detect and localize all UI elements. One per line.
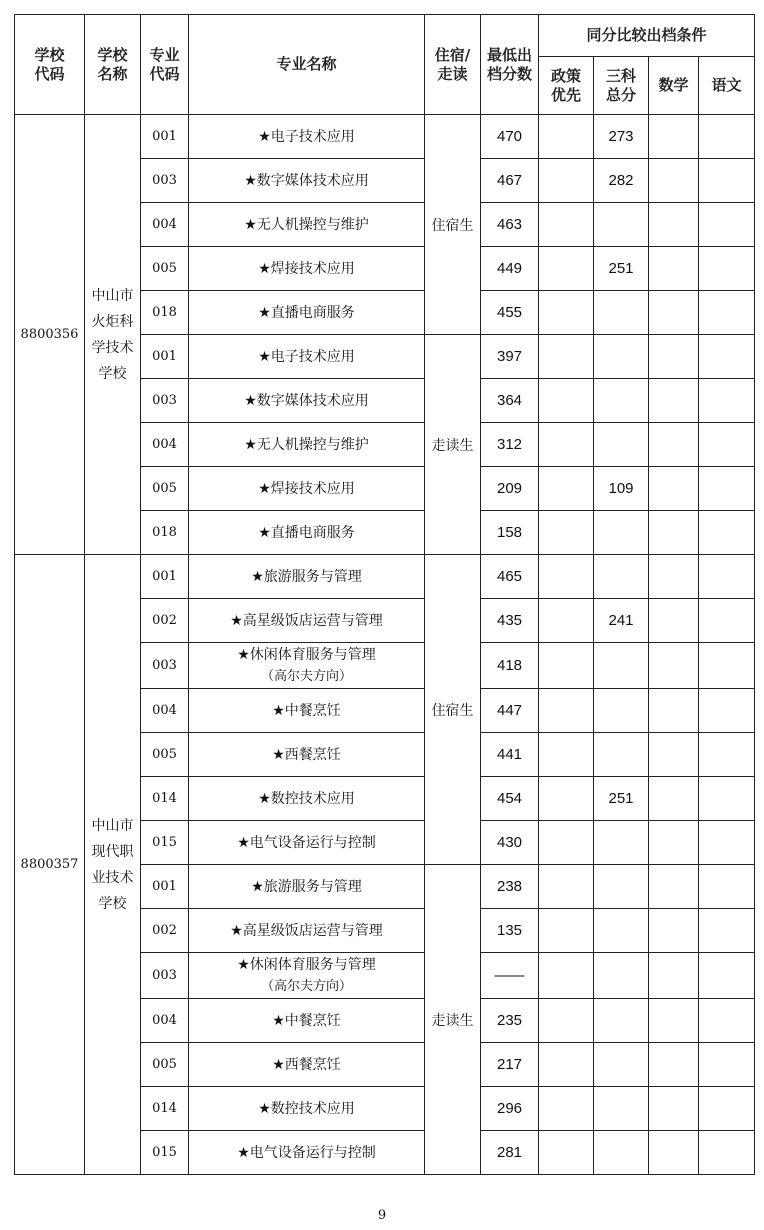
- policy-priority-cell: [539, 423, 594, 467]
- chinese-cell: [699, 379, 755, 423]
- major-name-cell: [189, 909, 425, 953]
- math-cell: [649, 1131, 699, 1175]
- header-lodging: 住宿/走读: [425, 15, 481, 115]
- three-subject-total-cell: [594, 689, 649, 733]
- lodging-cell: 住宿生: [425, 555, 481, 865]
- chinese-cell: [699, 953, 755, 999]
- major-code-cell: 014: [141, 777, 189, 821]
- chinese-cell: [699, 599, 755, 643]
- policy-priority-cell: [539, 953, 594, 999]
- policy-priority-cell: [539, 999, 594, 1043]
- min-score-cell: 281: [481, 1131, 539, 1175]
- major-name-cell: [189, 599, 425, 643]
- major-name: ★无人机操控与维护: [244, 436, 369, 453]
- school-name-cell: [85, 115, 141, 555]
- major-name-note: （高尔夫方向）: [260, 978, 352, 994]
- math-cell: [649, 555, 699, 599]
- math-cell: [649, 733, 699, 777]
- math-cell: [649, 821, 699, 865]
- math-cell: [649, 599, 699, 643]
- chinese-cell: [699, 423, 755, 467]
- major-name-cell: [189, 643, 425, 689]
- policy-priority-cell: [539, 1043, 594, 1087]
- three-subject-total-cell: 241: [594, 599, 649, 643]
- min-score-cell: 470: [481, 115, 539, 159]
- major-name: ★高星级饭店运营与管理: [230, 922, 383, 939]
- policy-priority-cell: [539, 689, 594, 733]
- math-cell: [649, 423, 699, 467]
- table-row: [15, 555, 755, 599]
- major-name-cell: [189, 953, 425, 999]
- chinese-cell: [699, 909, 755, 953]
- three-subject-total-cell: [594, 1131, 649, 1175]
- chinese-cell: [699, 159, 755, 203]
- header-tie-conditions: 同分比较出档条件: [539, 15, 755, 57]
- major-name: ★中餐烹饪: [272, 702, 341, 719]
- chinese-cell: [699, 511, 755, 555]
- math-cell: [649, 159, 699, 203]
- chinese-cell: [699, 999, 755, 1043]
- major-name-cell: [189, 555, 425, 599]
- policy-priority-cell: [539, 511, 594, 555]
- math-cell: [649, 1043, 699, 1087]
- major-name-cell: [189, 1043, 425, 1087]
- major-code-cell: 014: [141, 1087, 189, 1131]
- policy-priority-cell: [539, 555, 594, 599]
- major-name: ★西餐烹饪: [272, 1056, 341, 1073]
- major-code-cell: 004: [141, 203, 189, 247]
- policy-priority-cell: [539, 335, 594, 379]
- major-name-cell: [189, 203, 425, 247]
- major-name-cell: [189, 379, 425, 423]
- three-subject-total-cell: [594, 511, 649, 555]
- major-code-cell: 002: [141, 599, 189, 643]
- three-subject-total-cell: [594, 291, 649, 335]
- math-cell: [649, 511, 699, 555]
- policy-priority-cell: [539, 159, 594, 203]
- min-score-cell: 296: [481, 1087, 539, 1131]
- math-cell: [649, 115, 699, 159]
- major-name: ★电气设备运行与控制: [237, 1144, 376, 1161]
- math-cell: [649, 777, 699, 821]
- policy-priority-cell: [539, 909, 594, 953]
- major-code-cell: 004: [141, 999, 189, 1043]
- major-name: ★焊接技术应用: [258, 260, 355, 277]
- math-cell: [649, 335, 699, 379]
- min-score-cell: 467: [481, 159, 539, 203]
- policy-priority-cell: [539, 379, 594, 423]
- major-code-cell: 005: [141, 1043, 189, 1087]
- major-name-cell: [189, 291, 425, 335]
- major-code-cell: 002: [141, 909, 189, 953]
- policy-priority-cell: [539, 821, 594, 865]
- major-code-cell: 001: [141, 115, 189, 159]
- chinese-cell: [699, 1043, 755, 1087]
- major-name-cell: [189, 999, 425, 1043]
- math-cell: [649, 999, 699, 1043]
- major-name: ★数控技术应用: [258, 790, 355, 807]
- major-name: ★电气设备运行与控制: [237, 834, 376, 851]
- three-subject-total-cell: 251: [594, 247, 649, 291]
- policy-priority-cell: [539, 291, 594, 335]
- math-cell: [649, 291, 699, 335]
- major-code-cell: 003: [141, 643, 189, 689]
- min-score-cell: 238: [481, 865, 539, 909]
- three-subject-total-cell: 282: [594, 159, 649, 203]
- policy-priority-cell: [539, 865, 594, 909]
- policy-priority-cell: [539, 203, 594, 247]
- major-name-cell: [189, 689, 425, 733]
- math-cell: [649, 865, 699, 909]
- policy-priority-cell: [539, 1131, 594, 1175]
- policy-priority-cell: [539, 643, 594, 689]
- chinese-cell: [699, 291, 755, 335]
- min-score-cell: 447: [481, 689, 539, 733]
- three-subject-total-cell: [594, 335, 649, 379]
- three-subject-total-cell: [594, 953, 649, 999]
- min-score-cell: 364: [481, 379, 539, 423]
- min-score-cell: 441: [481, 733, 539, 777]
- chinese-cell: [699, 821, 755, 865]
- major-name: ★数字媒体技术应用: [244, 392, 369, 409]
- min-score-cell: 209: [481, 467, 539, 511]
- major-name: ★数控技术应用: [258, 1100, 355, 1117]
- major-code-cell: 005: [141, 467, 189, 511]
- min-score-cell: 135: [481, 909, 539, 953]
- header-chinese: 语文: [699, 57, 755, 115]
- major-name: ★中餐烹饪: [272, 1012, 341, 1029]
- header-min-score: 最低出档分数: [481, 15, 539, 115]
- admission-table: [14, 14, 755, 1175]
- three-subject-total-cell: [594, 821, 649, 865]
- policy-priority-cell: [539, 1087, 594, 1131]
- chinese-cell: [699, 733, 755, 777]
- major-name: ★旅游服务与管理: [251, 568, 362, 585]
- header-major-code: 专业代码: [141, 15, 189, 115]
- min-score-cell: 312: [481, 423, 539, 467]
- major-code-cell: 018: [141, 511, 189, 555]
- major-code-cell: 003: [141, 159, 189, 203]
- chinese-cell: [699, 555, 755, 599]
- major-code-cell: 003: [141, 953, 189, 999]
- major-name: ★休闲体育服务与管理: [237, 646, 376, 663]
- lodging-cell: 住宿生: [425, 115, 481, 335]
- major-name: ★电子技术应用: [258, 128, 355, 145]
- table-body: [15, 115, 755, 1175]
- min-score-cell: 430: [481, 821, 539, 865]
- major-code-cell: 004: [141, 689, 189, 733]
- table-row: [15, 115, 755, 159]
- math-cell: [649, 203, 699, 247]
- header-school-name: 学校名称: [85, 15, 141, 115]
- major-code-cell: 015: [141, 1131, 189, 1175]
- major-name-cell: [189, 159, 425, 203]
- min-score-cell: 449: [481, 247, 539, 291]
- header-school-code: 学校代码: [15, 15, 85, 115]
- three-subject-total-cell: [594, 1087, 649, 1131]
- major-name: ★无人机操控与维护: [244, 216, 369, 233]
- min-score-cell: 454: [481, 777, 539, 821]
- major-name-cell: [189, 247, 425, 291]
- school-code-cell: 8800356: [15, 115, 85, 555]
- major-name: ★高星级饭店运营与管理: [230, 612, 383, 629]
- math-cell: [649, 247, 699, 291]
- major-name: ★数字媒体技术应用: [244, 172, 369, 189]
- major-name-cell: [189, 1131, 425, 1175]
- three-subject-total-cell: [594, 643, 649, 689]
- header-three-subject-total: 三科总分: [594, 57, 649, 115]
- major-code-cell: 005: [141, 247, 189, 291]
- three-subject-total-cell: [594, 555, 649, 599]
- three-subject-total-cell: 251: [594, 777, 649, 821]
- page-number: 9: [377, 1208, 387, 1223]
- major-code-cell: 001: [141, 555, 189, 599]
- min-score-cell: ——: [481, 953, 539, 999]
- major-name: ★直播电商服务: [258, 304, 355, 321]
- math-cell: [649, 643, 699, 689]
- major-name: ★直播电商服务: [258, 524, 355, 541]
- major-code-cell: 004: [141, 423, 189, 467]
- min-score-cell: 455: [481, 291, 539, 335]
- major-name-cell: [189, 733, 425, 777]
- major-name-cell: [189, 467, 425, 511]
- chinese-cell: [699, 1131, 755, 1175]
- major-name: ★电子技术应用: [258, 348, 355, 365]
- math-cell: [649, 1087, 699, 1131]
- school-name: 中山市现代职业技术学校: [91, 817, 134, 912]
- lodging-cell: 走读生: [425, 865, 481, 1175]
- min-score-cell: 235: [481, 999, 539, 1043]
- policy-priority-cell: [539, 467, 594, 511]
- math-cell: [649, 909, 699, 953]
- major-code-cell: 003: [141, 379, 189, 423]
- three-subject-total-cell: [594, 423, 649, 467]
- three-subject-total-cell: 109: [594, 467, 649, 511]
- table-header: [15, 15, 755, 115]
- chinese-cell: [699, 1087, 755, 1131]
- major-name-cell: [189, 335, 425, 379]
- chinese-cell: [699, 203, 755, 247]
- chinese-cell: [699, 115, 755, 159]
- school-code-cell: 8800357: [15, 555, 85, 1175]
- math-cell: [649, 689, 699, 733]
- math-cell: [649, 953, 699, 999]
- chinese-cell: [699, 643, 755, 689]
- major-name: ★旅游服务与管理: [251, 878, 362, 895]
- policy-priority-cell: [539, 247, 594, 291]
- major-code-cell: 001: [141, 335, 189, 379]
- min-score-cell: 465: [481, 555, 539, 599]
- policy-priority-cell: [539, 115, 594, 159]
- min-score-cell: 158: [481, 511, 539, 555]
- chinese-cell: [699, 335, 755, 379]
- major-name: ★焊接技术应用: [258, 480, 355, 497]
- major-name-cell: [189, 865, 425, 909]
- chinese-cell: [699, 865, 755, 909]
- three-subject-total-cell: 273: [594, 115, 649, 159]
- major-code-cell: 005: [141, 733, 189, 777]
- three-subject-total-cell: [594, 999, 649, 1043]
- major-code-cell: 001: [141, 865, 189, 909]
- school-name-cell: [85, 555, 141, 1175]
- chinese-cell: [699, 247, 755, 291]
- lodging-cell: 走读生: [425, 335, 481, 555]
- major-code-cell: 018: [141, 291, 189, 335]
- header-major-name: 专业名称: [189, 15, 425, 115]
- school-name: 中山市火炬科学技术学校: [91, 287, 134, 382]
- min-score-cell: 463: [481, 203, 539, 247]
- three-subject-total-cell: [594, 733, 649, 777]
- major-name-note: （高尔夫方向）: [260, 668, 352, 684]
- major-name-cell: [189, 1087, 425, 1131]
- chinese-cell: [699, 689, 755, 733]
- major-name: ★西餐烹饪: [272, 746, 341, 763]
- three-subject-total-cell: [594, 203, 649, 247]
- min-score-cell: 217: [481, 1043, 539, 1087]
- math-cell: [649, 379, 699, 423]
- header-policy-priority: 政策优先: [539, 57, 594, 115]
- three-subject-total-cell: [594, 1043, 649, 1087]
- three-subject-total-cell: [594, 865, 649, 909]
- major-name-cell: [189, 115, 425, 159]
- major-name-cell: [189, 511, 425, 555]
- chinese-cell: [699, 777, 755, 821]
- min-score-cell: 418: [481, 643, 539, 689]
- major-name-cell: [189, 423, 425, 467]
- major-name: ★休闲体育服务与管理: [237, 956, 376, 973]
- major-code-cell: 015: [141, 821, 189, 865]
- policy-priority-cell: [539, 777, 594, 821]
- three-subject-total-cell: [594, 379, 649, 423]
- three-subject-total-cell: [594, 909, 649, 953]
- math-cell: [649, 467, 699, 511]
- chinese-cell: [699, 467, 755, 511]
- min-score-cell: 397: [481, 335, 539, 379]
- policy-priority-cell: [539, 599, 594, 643]
- min-score-cell: 435: [481, 599, 539, 643]
- major-name-cell: [189, 777, 425, 821]
- major-name-cell: [189, 821, 425, 865]
- header-math: 数学: [649, 57, 699, 115]
- policy-priority-cell: [539, 733, 594, 777]
